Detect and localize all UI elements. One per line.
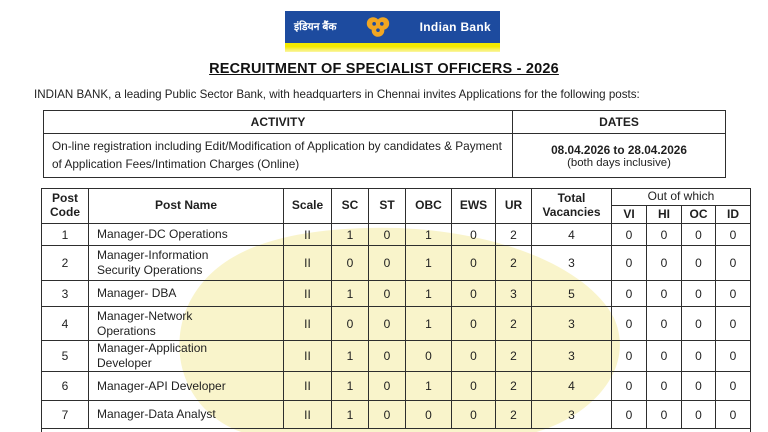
st-cell: 0 [369, 307, 406, 341]
table-row [42, 307, 751, 341]
hi-cell: 0 [647, 401, 682, 429]
ur-cell: 2 [496, 224, 532, 246]
post-name-cell: Manager-API Developer [89, 372, 284, 401]
dates-header: DATES [513, 111, 726, 134]
post-code-cell: 1 [42, 224, 89, 246]
header-hi: HI [647, 206, 682, 224]
ur-cell: 2 [496, 372, 532, 401]
oc-cell: 0 [682, 224, 716, 246]
post-code-cell: 6 [42, 372, 89, 401]
table-row [42, 341, 751, 372]
total-cell: 5 [532, 281, 612, 307]
post-code-cell: 5 [42, 341, 89, 372]
logo-yellow-stripe [285, 43, 500, 52]
indian-bank-emblem-icon [364, 15, 392, 39]
total-cell: 3 [532, 341, 612, 372]
obc-cell: 1 [406, 246, 452, 281]
activity-header-row [44, 111, 726, 134]
activity-header: ACTIVITY [44, 111, 513, 134]
header-sc: SC [332, 189, 369, 224]
table-row [42, 224, 751, 246]
oc-cell: 0 [682, 372, 716, 401]
indian-bank-logo [285, 11, 500, 52]
sc-cell: 1 [332, 401, 369, 429]
header-id: ID [716, 206, 751, 224]
st-cell: 0 [369, 341, 406, 372]
ews-cell: 0 [452, 246, 496, 281]
oc-cell: 0 [682, 341, 716, 372]
vi-cell: 0 [612, 372, 647, 401]
id-cell: 0 [716, 307, 751, 341]
st-cell: 0 [369, 372, 406, 401]
scale-cell: II [284, 246, 332, 281]
post-name-cell: Manager-Information Security Operations [89, 246, 284, 281]
oc-cell: 0 [682, 281, 716, 307]
st-cell: 0 [369, 224, 406, 246]
obc-cell: 1 [406, 307, 452, 341]
vi-cell: 0 [612, 246, 647, 281]
oc-cell: 0 [682, 401, 716, 429]
vi-cell: 0 [612, 307, 647, 341]
registration-dates: 08.04.2026 to 28.04.2026 [551, 142, 687, 157]
obc-cell: 0 [406, 341, 452, 372]
sc-cell: 1 [332, 341, 369, 372]
vi-cell: 0 [612, 224, 647, 246]
scale-cell: II [284, 307, 332, 341]
post-code-cell: 3 [42, 281, 89, 307]
st-cell: 0 [369, 401, 406, 429]
sc-cell: 1 [332, 281, 369, 307]
id-cell: 0 [716, 401, 751, 429]
bank-name-english: Indian Bank [419, 20, 491, 34]
header-post-code: Post Code [42, 189, 89, 224]
bank-name-hindi: इंडियन बैंक [294, 21, 337, 33]
header-post-name: Post Name [89, 189, 284, 224]
hi-cell: 0 [647, 372, 682, 401]
sc-cell: 0 [332, 307, 369, 341]
st-cell: 0 [369, 246, 406, 281]
obc-cell: 0 [406, 401, 452, 429]
ews-cell: 0 [452, 281, 496, 307]
obc-cell: 1 [406, 281, 452, 307]
ews-cell: 0 [452, 341, 496, 372]
post-name-cell: Manager-Data Analyst [89, 401, 284, 429]
id-cell: 0 [716, 341, 751, 372]
header-vi: VI [612, 206, 647, 224]
ews-cell: 0 [452, 372, 496, 401]
table-row [42, 401, 751, 429]
ur-cell: 2 [496, 246, 532, 281]
total-cell: 4 [532, 224, 612, 246]
scale-cell: II [284, 401, 332, 429]
header-oc: OC [682, 206, 716, 224]
dates-note: (both days inclusive) [567, 156, 671, 169]
sc-cell: 1 [332, 372, 369, 401]
total-cell: 4 [532, 372, 612, 401]
table-row [42, 246, 751, 281]
dates-cell [513, 134, 726, 178]
total-cell: 3 [532, 246, 612, 281]
hi-cell: 0 [647, 246, 682, 281]
ur-cell: 2 [496, 341, 532, 372]
vacancy-table [41, 188, 751, 432]
vacancy-header-row-1 [42, 189, 751, 206]
post-name-cell: Manager-DC Operations [89, 224, 284, 246]
logo-blue-band [285, 11, 500, 43]
intro-text: INDIAN BANK, a leading Public Sector Bank, with headquarters in Chennai invites Applications for the following posts: [34, 88, 640, 101]
scale-cell: II [284, 224, 332, 246]
scale-cell: II [284, 281, 332, 307]
total-cell: 3 [532, 401, 612, 429]
id-cell: 0 [716, 246, 751, 281]
table-row-clipped [42, 429, 751, 432]
oc-cell: 0 [682, 246, 716, 281]
clipped-row-cell [42, 429, 751, 432]
header-total-vacancies: Total Vacancies [532, 189, 612, 224]
ews-cell: 0 [452, 307, 496, 341]
post-code-cell: 2 [42, 246, 89, 281]
sc-cell: 1 [332, 224, 369, 246]
activity-row [44, 134, 726, 178]
post-name-cell: Manager-Application Developer [89, 341, 284, 372]
post-name-cell: Manager- DBA [89, 281, 284, 307]
vi-cell: 0 [612, 281, 647, 307]
sc-cell: 0 [332, 246, 369, 281]
obc-cell: 1 [406, 224, 452, 246]
oc-cell: 0 [682, 307, 716, 341]
activity-description: On-line registration including Edit/Modification of Application by candidates & Payment of Application Fees/Intimation Charges (Online) [44, 134, 513, 178]
ews-cell: 0 [452, 224, 496, 246]
obc-cell: 1 [406, 372, 452, 401]
id-cell: 0 [716, 281, 751, 307]
hi-cell: 0 [647, 341, 682, 372]
scale-cell: II [284, 372, 332, 401]
id-cell: 0 [716, 224, 751, 246]
header-out-of-which: Out of which [612, 189, 751, 206]
post-code-cell: 4 [42, 307, 89, 341]
vi-cell: 0 [612, 401, 647, 429]
activity-dates-table [43, 110, 726, 178]
header-st: ST [369, 189, 406, 224]
ur-cell: 3 [496, 281, 532, 307]
header-ews: EWS [452, 189, 496, 224]
hi-cell: 0 [647, 224, 682, 246]
ews-cell: 0 [452, 401, 496, 429]
ur-cell: 2 [496, 401, 532, 429]
st-cell: 0 [369, 281, 406, 307]
scale-cell: II [284, 341, 332, 372]
post-name-cell: Manager-Network Operations [89, 307, 284, 341]
table-row [42, 372, 751, 401]
total-cell: 3 [532, 307, 612, 341]
id-cell: 0 [716, 372, 751, 401]
hi-cell: 0 [647, 307, 682, 341]
header-scale: Scale [284, 189, 332, 224]
header-ur: UR [496, 189, 532, 224]
hi-cell: 0 [647, 281, 682, 307]
vi-cell: 0 [612, 341, 647, 372]
post-code-cell: 7 [42, 401, 89, 429]
table-row [42, 281, 751, 307]
header-obc: OBC [406, 189, 452, 224]
ur-cell: 2 [496, 307, 532, 341]
page-title: RECRUITMENT OF SPECIALIST OFFICERS - 2026 [209, 61, 559, 77]
